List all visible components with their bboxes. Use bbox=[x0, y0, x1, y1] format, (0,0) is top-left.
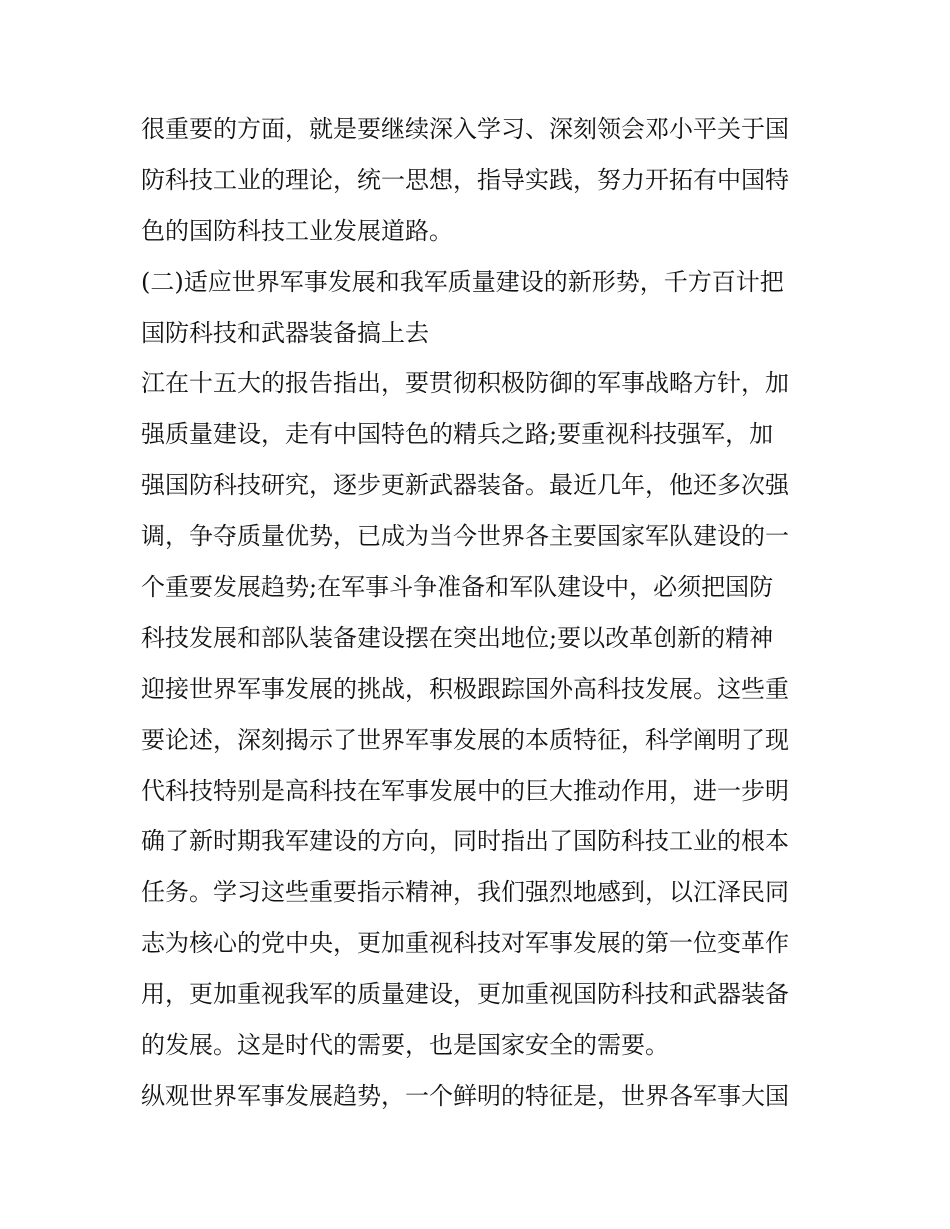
text-line: 的发展。这是时代的需要，也是国家安全的需要。 bbox=[141, 1031, 669, 1060]
text-line: 用，更加重视我军的质量建设，更加重视国防科技和武器装备 bbox=[141, 980, 789, 1009]
text-line: 纵观世界军事发展趋势，一个鲜明的特征是，世界各军事大国 bbox=[141, 1081, 789, 1110]
text-line: 迎接世界军事发展的挑战，积极跟踪国外高科技发展。这些重 bbox=[141, 674, 789, 703]
text-line: 强质量建设，走有中国特色的精兵之路;要重视科技强军，加 bbox=[141, 420, 774, 449]
text-line: 要论述，深刻揭示了世界军事发展的本质特征，科学阐明了现 bbox=[141, 725, 789, 754]
text-line: 科技发展和部队装备建设摆在突出地位;要以改革创新的精神 bbox=[141, 623, 774, 652]
text-line: 江在十五大的报告指出，要贯彻积极防御的军事战略方针，加 bbox=[141, 369, 789, 398]
text-line: 色的国防科技工业发展道路。 bbox=[141, 216, 453, 245]
text-line: 很重要的方面，就是要继续深入学习、深刻领会邓小平关于国 bbox=[141, 115, 789, 143]
text-line: 个重要发展趋势;在军事斗争准备和军队建设中，必须把国防 bbox=[141, 573, 774, 602]
document-body-text bbox=[141, 104, 821, 1122]
text-line: 调，争夺质量优势，已成为当今世界各主要国家军队建设的一 bbox=[141, 522, 789, 551]
text-line: 确了新时期我军建设的方向，同时指出了国防科技工业的根本 bbox=[141, 827, 789, 856]
text-line: 代科技特别是高科技在军事发展中的巨大推动作用，进一步明 bbox=[141, 776, 789, 805]
text-line: 任务。学习这些重要指示精神，我们强烈地感到，以江泽民同 bbox=[141, 878, 789, 907]
text-line: 防科技工业的理论，统一思想，指导实践，努力开拓有中国特 bbox=[141, 165, 789, 194]
section-heading-line: (二)适应世界军事发展和我军质量建设的新形势，千方百计把 bbox=[141, 267, 784, 296]
text-line: 志为核心的党中央，更加重视科技对军事发展的第一位变革作 bbox=[141, 929, 789, 958]
text-line: 强国防科技研究，逐步更新武器装备。最近几年，他还多次强 bbox=[141, 471, 789, 500]
section-heading-line: 国防科技和武器装备搞上去 bbox=[141, 318, 429, 347]
